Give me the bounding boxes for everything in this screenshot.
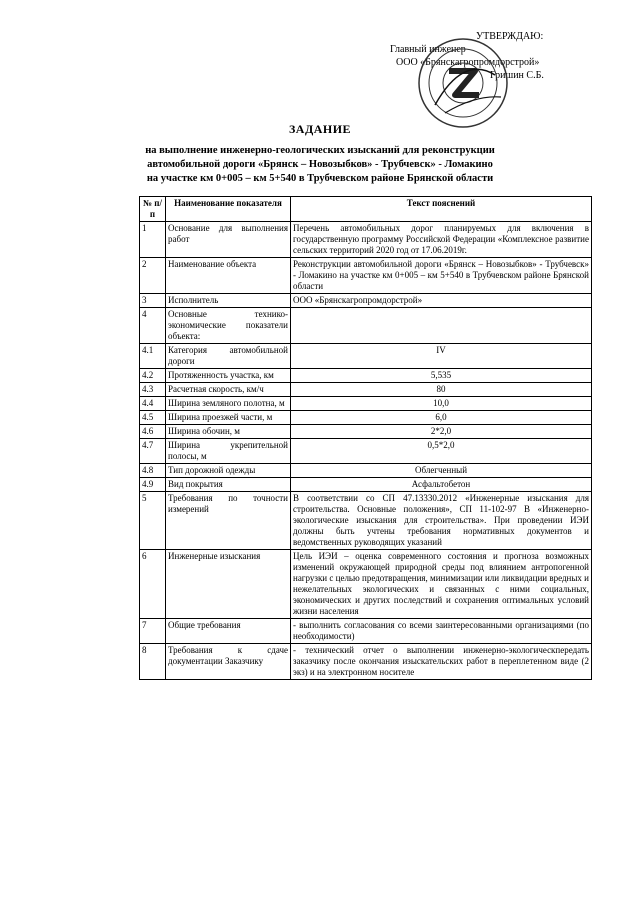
row-indicator-name: Вид покрытия [166, 478, 291, 492]
row-indicator-name: Исполнитель [166, 294, 291, 308]
row-indicator-name: Протяженность участка, км [166, 369, 291, 383]
row-number: 4.5 [140, 411, 166, 425]
table-row [140, 397, 592, 411]
table-row [140, 478, 592, 492]
row-indicator-name: Тип дорожной одежды [166, 464, 291, 478]
approval-line-approve: УТВЕРЖДАЮ: [476, 31, 544, 42]
row-number: 4.6 [140, 425, 166, 439]
row-indicator-name: Ширина проезжей части, м [166, 411, 291, 425]
table-row [140, 492, 592, 550]
table-row [140, 464, 592, 478]
table-header-row [140, 197, 592, 222]
row-number: 4.8 [140, 464, 166, 478]
row-number: 4.1 [140, 344, 166, 369]
table-row [140, 294, 592, 308]
row-explanation-text: Цель ИЭИ – оценка современного состояния и прогноза возможных изменений окружающей природной среды под влиянием антропогенной нагрузки с целью предотвращения, минимизации или ликвидации вредных и нежелательных экологических и связанных с ними социальных, экономических и других последствий и сохранения оптимальных условий жизни населения [291, 550, 592, 619]
table-row [140, 258, 592, 294]
row-explanation-text: 6,0 [291, 411, 592, 425]
row-explanation-text: В соответствии со СП 47.13330.2012 «Инженерные изыскания для строительства. Основные положения», СП 11-102-97 В «Инженерно-экологические изыскания для строительства». При проведении ИЭИ должны быть учтены требования нормативных документов и ведомственных руководящих указаний [291, 492, 592, 550]
table-row [140, 439, 592, 464]
table-row [140, 369, 592, 383]
header-name: Наименование показателя [166, 197, 291, 222]
row-explanation-text: - выполнить согласования со всеми заинтересованными организациями (по необходимости) [291, 619, 592, 644]
row-explanation-text: ООО «Брянскагропромдорстрой» [291, 294, 592, 308]
row-number: 4.3 [140, 383, 166, 397]
document-subtitle [0, 144, 640, 186]
row-indicator-name: Основание для выполнения работ [166, 222, 291, 258]
document-title: ЗАДАНИЕ [288, 122, 352, 136]
table-row [140, 619, 592, 644]
row-number: 4.9 [140, 478, 166, 492]
row-indicator-name: Ширина укрепительной полосы, м [166, 439, 291, 464]
row-explanation-text: 80 [291, 383, 592, 397]
header-text: Текст пояснений [291, 197, 592, 222]
row-explanation-text: Перечень автомобильных дорог планируемых для включения в государственную программу Российской Федерации «Комплексное развитие сельских территорий 2020 год от 17.06.2019г. [291, 222, 592, 258]
row-number: 5 [140, 492, 166, 550]
row-number: 3 [140, 294, 166, 308]
row-indicator-name: Наименование объекта [166, 258, 291, 294]
row-number: 7 [140, 619, 166, 644]
row-indicator-name: Инженерные изыскания [166, 550, 291, 619]
table-row [140, 411, 592, 425]
row-indicator-name: Расчетная скорость, км/ч [166, 383, 291, 397]
approval-line-position: Главный инженер [390, 44, 466, 55]
task-table [139, 196, 592, 680]
row-explanation-text: - технический отчет о выполнении инженерно-экологическпередать заказчику после окончания изыскательских работ в переплетенном виде (2 экз) и на электронном носителе [291, 644, 592, 680]
subtitle-line: на выполнение инженерно-геологических изысканий для реконструкции [145, 145, 495, 156]
row-indicator-name: Требования по точности измерений [166, 492, 291, 550]
table-row [140, 644, 592, 680]
subtitle-line: автомобильной дороги «Брянск – Новозыбков» - Трубчевск» - Ломакино [147, 159, 493, 170]
row-explanation-text: Реконструкции автомобильной дороги «Брянск – Новозыбков» - Трубчевск» - Ломакино на участке км 0+005 – км 5+540 в Трубчевском районе Брянской области [291, 258, 592, 294]
row-explanation-text: Асфальтобетон [291, 478, 592, 492]
row-number: 4.4 [140, 397, 166, 411]
row-number: 2 [140, 258, 166, 294]
row-explanation-text: IV [291, 344, 592, 369]
table-row [140, 344, 592, 369]
header-number: № п/п [140, 197, 166, 222]
row-explanation-text: 10,0 [291, 397, 592, 411]
row-indicator-name: Основные технико-экономические показатели объекта: [166, 308, 291, 344]
table-row [140, 425, 592, 439]
row-indicator-name: Ширина обочин, м [166, 425, 291, 439]
row-number: 4.7 [140, 439, 166, 464]
row-number: 4 [140, 308, 166, 344]
row-indicator-name: Общие требования [166, 619, 291, 644]
row-number: 8 [140, 644, 166, 680]
row-indicator-name: Требования к сдаче документации Заказчику [166, 644, 291, 680]
table-row [140, 550, 592, 619]
row-explanation-text: 5,535 [291, 369, 592, 383]
row-explanation-text [291, 308, 592, 344]
approval-line-name: Гришин С.Б. [490, 70, 544, 81]
row-explanation-text: Облегченный [291, 464, 592, 478]
table-row [140, 308, 592, 344]
table-row [140, 383, 592, 397]
row-explanation-text: 0,5*2,0 [291, 439, 592, 464]
row-explanation-text: 2*2,0 [291, 425, 592, 439]
row-indicator-name: Категория автомобильной дороги [166, 344, 291, 369]
row-number: 4.2 [140, 369, 166, 383]
company-seal-stamp [415, 35, 511, 131]
approval-line-company: ООО «Брянскагропромдорстрой» [396, 57, 540, 68]
row-number: 1 [140, 222, 166, 258]
row-indicator-name: Ширина земляного полотна, м [166, 397, 291, 411]
subtitle-line: на участке км 0+005 – км 5+540 в Трубчевском районе Брянской области [146, 173, 494, 184]
row-number: 6 [140, 550, 166, 619]
table-row [140, 222, 592, 258]
